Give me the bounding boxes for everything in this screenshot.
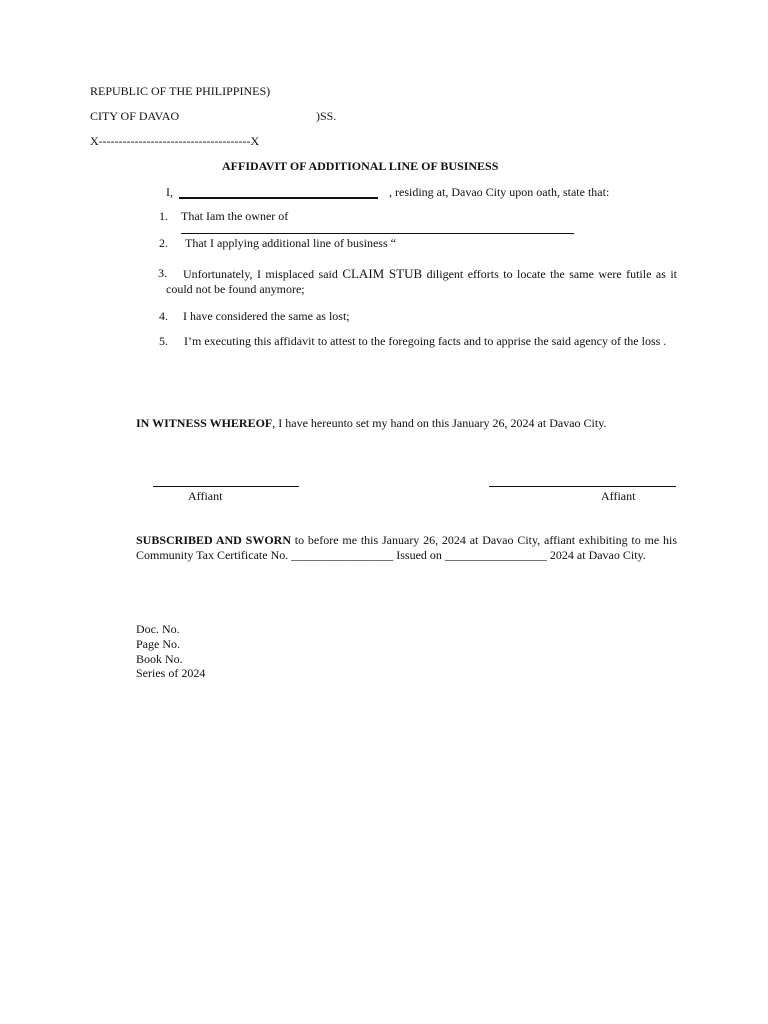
- item-2-number: 2.: [159, 236, 168, 250]
- notary-page-no: Page No.: [136, 637, 180, 651]
- item-4-number: 4.: [159, 309, 168, 323]
- notary-series: Series of 2024: [136, 666, 206, 680]
- item-3-number: 3.: [158, 266, 167, 280]
- item-5-number: 5.: [159, 334, 168, 348]
- header-separator: X--------------------------------------X: [90, 134, 260, 148]
- right-affiant-label: Affiant: [601, 489, 636, 503]
- item-4-text: I have considered the same as lost;: [183, 309, 350, 323]
- witness-paragraph: IN WITNESS WHEREOF, I have hereunto set my hand on this January 26, 2024 at Davao City.: [136, 416, 607, 430]
- sworn-paragraph: SUBSCRIBED AND SWORN to before me this January 26, 2024 at Davao City, affiant exhibiting to me his Community Tax Certificate No. _________________ Issued on _________________ 2024 at Davao City.: [136, 533, 677, 562]
- right-signature-line: [489, 486, 676, 487]
- item-1-number: 1.: [159, 209, 168, 223]
- notary-doc-no: Doc. No.: [136, 622, 180, 636]
- notary-book-no: Book No.: [136, 652, 183, 666]
- item-1-text: That Iam the owner of: [181, 209, 289, 223]
- header-city: CITY OF DAVAO: [90, 109, 180, 123]
- left-signature-line: [153, 486, 299, 487]
- item-3-text: Unfortunately, I misplaced said CLAIM STUB diligent efforts to locate the same were futile as it could not be found anymore;: [166, 266, 677, 296]
- header-republic: REPUBLIC OF THE PHILIPPINES): [90, 84, 271, 98]
- document-title: AFFIDAVIT OF ADDITIONAL LINE OF BUSINESS: [222, 159, 499, 173]
- intro-suffix: , residing at, Davao City upon oath, state that:: [389, 185, 610, 199]
- item-5-text: I’m executing this affidavit to attest to the foregoing facts and to apprise the said agency of the loss .: [184, 334, 667, 348]
- item-2-text: That I applying additional line of business “: [185, 236, 396, 250]
- header-ss: )SS.: [316, 109, 337, 123]
- affiant-name-blank: [179, 197, 378, 199]
- left-affiant-label: Affiant: [188, 489, 223, 503]
- intro-prefix: I,: [166, 185, 173, 199]
- item-1-blank: [181, 233, 574, 234]
